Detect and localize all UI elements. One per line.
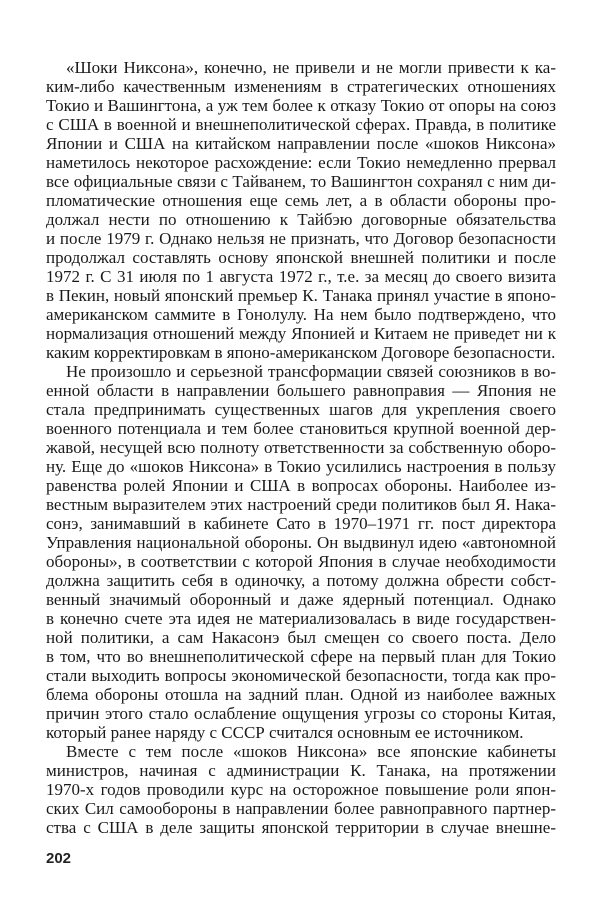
text-line: ства с США в деле защиты японской территории в случае внешне- (46, 818, 556, 837)
text-line: венный значимый оборонный и даже ядерный потенциал. Однако (46, 590, 556, 609)
text-line: жавой, несущей всю полноту ответственности за собственную оборо- (46, 438, 556, 457)
text-line: пломатические отношения еще семь лет, а в области обороны про- (46, 191, 556, 210)
text-line: ну. Еще до «шоков Никсона» в Токио усилились настроения в пользу (46, 457, 556, 476)
paragraph (46, 58, 556, 362)
text-line: 1970-х годов проводили курс на осторожное повышение роли япон- (46, 780, 556, 799)
text-line: продолжал составлять основу японской внешней политики и после (46, 248, 556, 267)
text-line: Вместе с тем после «шоков Никсона» все японские кабинеты (66, 742, 556, 761)
text-line: должна защитить себя в одиночку, а потому должна обрести собст- (46, 571, 556, 590)
text-line: и после 1979 г. Однако нельзя не признать, что Договор безопасности (46, 229, 556, 248)
text-line: ских Сил самообороны в направлении более равноправного партнер- (46, 799, 556, 818)
text-line: Не произошло и серьезной трансформации связей союзников в во- (66, 362, 556, 381)
text-line: вестным выразителем этих настроений среди политиков был Я. Нака- (46, 495, 556, 514)
text-line: Японии и США на китайском направлении после «шоков Никсона» (46, 134, 556, 153)
text-line: в том, что во внешнеполитической сфере на первый план для Токио (46, 647, 556, 666)
text-line: блема обороны отошла на задний план. Одной из наиболее важных (46, 685, 556, 704)
text-line: наметилось некоторое расхождение: если Токио немедленно прервал (46, 153, 556, 172)
text-line: должал нести по отношению к Тайбэю договорные обязательства (46, 210, 556, 229)
text-line: стали выходить вопросы экономической безопасности, тогда как про- (46, 666, 556, 685)
text-line: все официальные связи с Тайванем, то Вашингтон сохранял с ним ди- (46, 172, 556, 191)
text-line: причин этого стало ослабление ощущения угрозы со стороны Китая, (46, 704, 556, 723)
text-line: ким-либо качественным изменениям в стратегических отношениях (46, 77, 556, 96)
text-line: 1972 г. С 31 июля по 1 августа 1972 г., т.е. за месяц до своего визита (46, 267, 556, 286)
paragraph (46, 742, 556, 837)
text-line: равенства ролей Японии и США в вопросах обороны. Наиболее из- (46, 476, 556, 495)
text-line: обороны», в соответствии с которой Япония в случае необходимости (46, 552, 556, 571)
text-line: нормализация отношений между Японией и Китаем не приведет ни к (46, 324, 556, 343)
text-line: «Шоки Никсона», конечно, не привели и не могли привести к ка- (66, 58, 556, 77)
text-line: ной политики, а сам Накасонэ был смещен со своего поста. Дело (46, 628, 556, 647)
text-line: который ранее наряду с СССР считался основным ее источником. (46, 723, 524, 742)
text-line: Токио и Вашингтона, а уж тем более к отказу Токио от опоры на союз (46, 96, 556, 115)
text-line: военного потенциала и тем более становиться крупной военной дер- (46, 419, 556, 438)
text-line: стала предпринимать существенных шагов для укрепления своего (46, 400, 556, 419)
text-line: с США в военной и внешнеполитической сферах. Правда, в политике (46, 115, 556, 134)
page-body-text (46, 58, 556, 837)
paragraph (46, 362, 556, 742)
text-line: енной области в направлении большего равноправия — Япония не (46, 381, 556, 400)
text-line: Управления национальной обороны. Он выдвинул идею «автономной (46, 533, 556, 552)
text-line: сонэ, занимавший в кабинете Сато в 1970–1971 гг. пост директора (46, 514, 556, 533)
text-line: каким корректировкам в японо-американском Договоре безопасности. (46, 343, 556, 362)
text-line: министров, начиная с администрации К. Танака, на протяжении (46, 761, 556, 780)
page-number: 202 (46, 850, 72, 867)
text-line: в Пекин, новый японский премьер К. Танака принял участие в японо- (46, 286, 556, 305)
text-line: американском саммите в Гонолулу. На нем было подтверждено, что (46, 305, 556, 324)
text-line: в конечно счете эта идея не материализовалась в виде государствен- (46, 609, 556, 628)
